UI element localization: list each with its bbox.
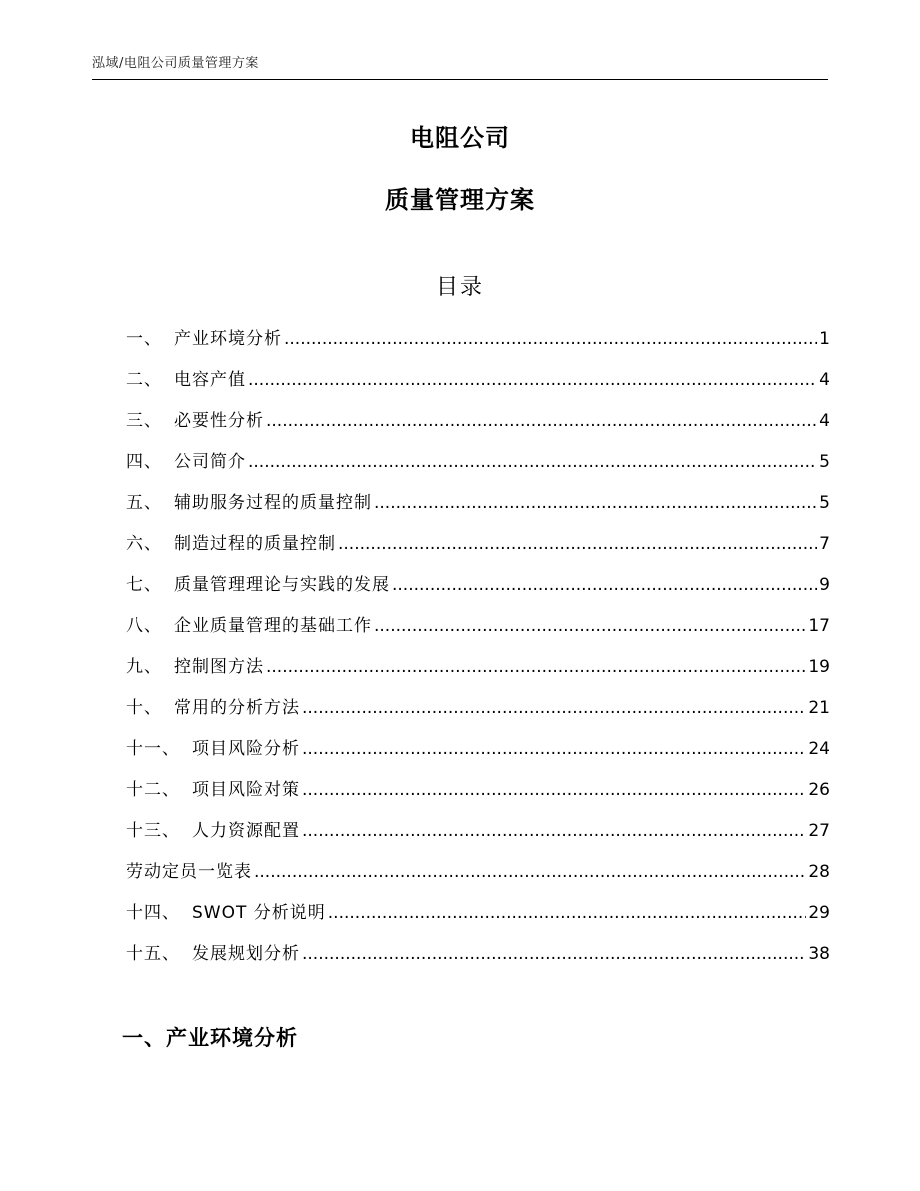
toc-entry-page: 7 xyxy=(819,534,830,554)
toc-entry-page: 29 xyxy=(808,903,830,923)
toc-entry-label xyxy=(126,652,264,677)
toc-dot-leader xyxy=(302,739,806,759)
toc-entry-label xyxy=(126,324,282,349)
toc-entry-label xyxy=(126,365,246,390)
toc-entry[interactable] xyxy=(126,611,830,652)
toc-entry-page: 4 xyxy=(819,370,830,390)
toc-entry-title: 项目风险分析 xyxy=(192,739,300,759)
toc-dot-leader xyxy=(374,616,806,636)
toc-entry-page: 19 xyxy=(808,657,830,677)
toc-entry-label xyxy=(126,693,300,718)
toc-entry-title: 必要性分析 xyxy=(174,411,264,431)
toc-entry-title: 电容产值 xyxy=(174,370,246,390)
toc-entry-number: 十四、 xyxy=(126,903,180,923)
toc-entry-number: 一、 xyxy=(126,329,162,349)
toc-entry-page: 4 xyxy=(819,411,830,431)
toc-entry-number: 十二、 xyxy=(126,780,180,800)
toc-entry-page: 28 xyxy=(808,862,830,882)
toc-entry-number: 八、 xyxy=(126,616,162,636)
toc-entry-page: 9 xyxy=(819,575,830,595)
toc-entry-label xyxy=(126,488,372,513)
toc-dot-leader xyxy=(266,411,817,431)
toc-entry[interactable] xyxy=(126,693,830,734)
toc-entry[interactable] xyxy=(126,898,830,939)
toc-entry[interactable] xyxy=(126,734,830,775)
toc-entry-title: 控制图方法 xyxy=(174,657,264,677)
toc-entry[interactable] xyxy=(126,652,830,693)
toc-entry-number: 四、 xyxy=(126,452,162,472)
toc-dot-leader xyxy=(338,534,817,554)
toc-entry-number: 十、 xyxy=(126,698,162,718)
toc-entry-label xyxy=(126,775,300,800)
header-rule xyxy=(92,79,828,80)
toc-entry-page: 5 xyxy=(819,452,830,472)
toc-dot-leader xyxy=(302,698,806,718)
toc-entry-title: 公司简介 xyxy=(174,452,246,472)
toc-entry[interactable] xyxy=(126,857,830,898)
toc-dot-leader xyxy=(266,657,806,677)
toc-entry-label xyxy=(126,939,300,964)
toc-entry-number: 九、 xyxy=(126,657,162,677)
toc-entry-page: 5 xyxy=(819,493,830,513)
toc-entry[interactable] xyxy=(126,406,830,447)
toc-dot-leader xyxy=(302,944,806,964)
toc-entry[interactable] xyxy=(126,816,830,857)
toc-entry-title: 产业环境分析 xyxy=(174,329,282,349)
toc-entry-label xyxy=(126,734,300,759)
toc-dot-leader xyxy=(302,780,806,800)
toc-entry-title: 辅助服务过程的质量控制 xyxy=(174,493,372,513)
toc-entry-label xyxy=(126,816,300,841)
toc-entry-label xyxy=(126,406,264,431)
running-header: 泓域/电阻公司质量管理方案 xyxy=(92,56,259,71)
toc-entry-title: 质量管理理论与实践的发展 xyxy=(174,575,390,595)
toc-entry[interactable] xyxy=(126,529,830,570)
toc-dot-leader xyxy=(248,452,817,472)
toc-entry[interactable] xyxy=(126,488,830,529)
toc-entry-number: 五、 xyxy=(126,493,162,513)
toc-entry-title: 劳动定员一览表 xyxy=(126,862,252,882)
toc-entry[interactable] xyxy=(126,775,830,816)
toc-entry[interactable] xyxy=(126,447,830,488)
section-heading: 一、产业环境分析 xyxy=(122,1026,298,1050)
toc-entry-number: 七、 xyxy=(126,575,162,595)
toc-entry-label xyxy=(126,898,326,923)
toc-entry-page: 21 xyxy=(808,698,830,718)
toc-entry-page: 24 xyxy=(808,739,830,759)
toc-entry-title: 人力资源配置 xyxy=(192,821,300,841)
toc-entry-label xyxy=(126,611,372,636)
toc-entry-number: 六、 xyxy=(126,534,162,554)
toc-entry-title: 项目风险对策 xyxy=(192,780,300,800)
toc-entry-title: 常用的分析方法 xyxy=(174,698,300,718)
toc-entry-title: SWOT 分析说明 xyxy=(192,903,326,923)
toc-entry[interactable] xyxy=(126,570,830,611)
toc-dot-leader xyxy=(328,903,807,923)
toc-dot-leader xyxy=(392,575,817,595)
toc-entry-page: 27 xyxy=(808,821,830,841)
toc-heading: 目录 xyxy=(435,275,484,300)
toc-entry-label xyxy=(126,857,252,882)
toc-dot-leader xyxy=(284,329,817,349)
toc-entry-label xyxy=(126,570,390,595)
table-of-contents xyxy=(126,324,830,980)
toc-entry-number: 十五、 xyxy=(126,944,180,964)
toc-entry-title: 发展规划分析 xyxy=(192,944,300,964)
toc-entry-page: 26 xyxy=(808,780,830,800)
toc-entry-label xyxy=(126,529,336,554)
toc-dot-leader xyxy=(302,821,806,841)
toc-entry-title: 制造过程的质量控制 xyxy=(174,534,336,554)
toc-entry-label xyxy=(126,447,246,472)
toc-entry-page: 1 xyxy=(819,329,830,349)
document-title-company: 电阻公司 xyxy=(410,124,510,152)
toc-dot-leader xyxy=(254,862,806,882)
toc-entry-number: 十一、 xyxy=(126,739,180,759)
document-title-plan: 质量管理方案 xyxy=(385,186,535,214)
toc-entry-page: 38 xyxy=(808,944,830,964)
toc-entry-number: 二、 xyxy=(126,370,162,390)
toc-entry-number: 十三、 xyxy=(126,821,180,841)
toc-dot-leader xyxy=(248,370,817,390)
toc-entry-title: 企业质量管理的基础工作 xyxy=(174,616,372,636)
toc-dot-leader xyxy=(374,493,817,513)
toc-entry-number: 三、 xyxy=(126,411,162,431)
toc-entry[interactable] xyxy=(126,324,830,365)
toc-entry[interactable] xyxy=(126,365,830,406)
toc-entry[interactable] xyxy=(126,939,830,980)
toc-entry-page: 17 xyxy=(808,616,830,636)
